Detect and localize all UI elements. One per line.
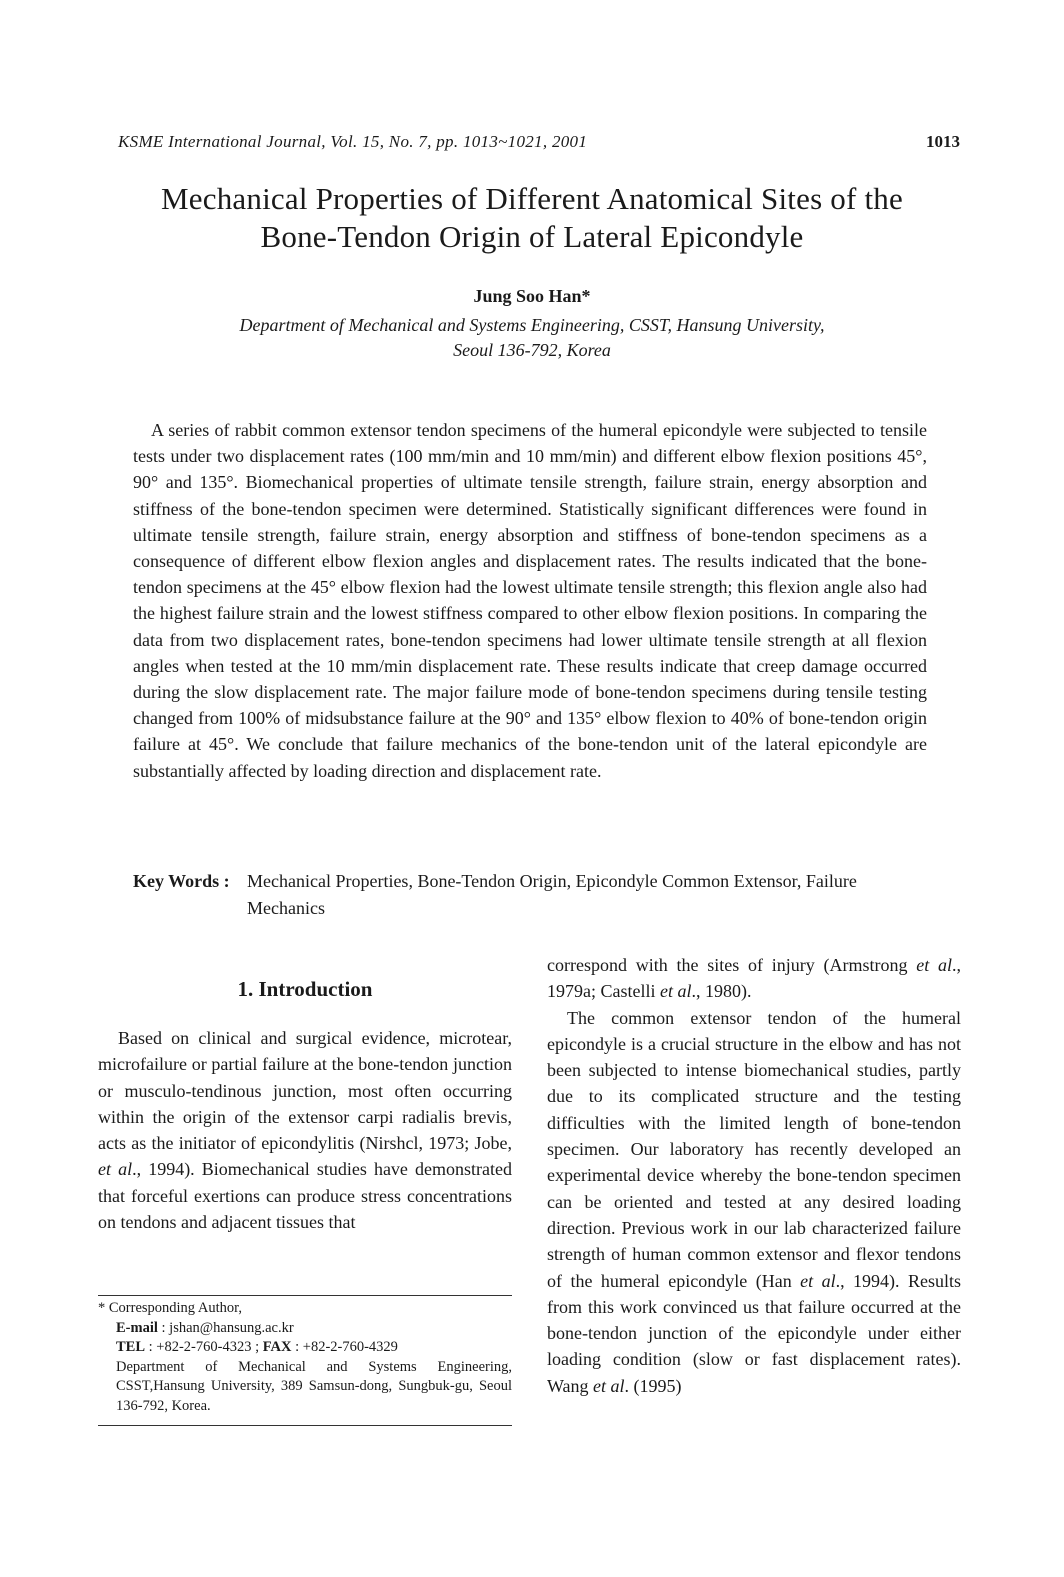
footnote-email: : jshan@hansung.ac.kr	[157, 1319, 294, 1336]
abstract-text: A series of rabbit common extensor tendon specimens of the humeral epicondyle were subjected to tensile tests under two displacement rates (100 mm/min and 10 mm/min) and different elbow flexion positions 45°, 90° and 135°. Biomechanical properties of ultimate tensile strength, failure strain, energy absorption and stiffness of the bone-tendon specimen were determined. Statistically significant differences were found in ultimate tensile strength, failure strain, energy absorption and stiffness of bone-tendon specimens as a consequence of different elbow flexion angles and displacement rates. The results indicated that the bone-tendon specimens at the 45° elbow flexion had the lowest ultimate tensile strength; this flexion angle also had the highest failure strain and the lowest stiffness compared to other elbow flexion positions. In comparing the data from two displacement rates, bone-tendon specimens had lower ultimate tensile strength at all flexion angles when tested at the 10 mm/min displacement rate. These results indicate that creep damage occurred during the slow displacement rate. The major failure mode of bone-tendon specimens during tensile testing changed from 100% of midsubstance failure at the 90° and 135° elbow flexion to 40% of bone-tendon origin failure at 45°. We conclude that failure mechanics of the bone-tendon unit of the lateral epicondyle are substantially affected by loading direction and displacement rate.	[133, 420, 927, 781]
title-line-2: Bone-Tendon Origin of Lateral Epicondyle	[260, 219, 804, 254]
intro-p2-etal: et al	[800, 1270, 836, 1291]
intro-p2-text-c: . (1995)	[624, 1375, 682, 1396]
intro-p2-etal2: et al	[593, 1375, 625, 1396]
footnote-fax-label: FAX	[262, 1339, 292, 1355]
keywords-label: Key Words :	[133, 871, 230, 891]
keywords-text: Mechanical Properties, Bone-Tendon Origin, Epicondyle Common Extensor, Failure Mechanics	[247, 871, 857, 918]
intro-p1-text-a: Based on clinical and surgical evidence, microtear, microfailure or partial failure at the bone-tendon junction or musculo-tendinous junction, most often occurring within the origin of the extensor carpi radialis brevis, acts as the initiator of epicondylitis (Nirshcl, 1973; Jobe,	[98, 1028, 512, 1154]
footnote-address: Department of Mechanical and Systems Engineering, CSST,Hansung University, 389 Samsun-dong, Sungbuk-gu, Seoul 136-792, Korea.	[116, 1358, 512, 1414]
intro-p1-etal2: et al	[916, 955, 952, 975]
left-column	[98, 975, 512, 1235]
footnote-email-label: E-mail	[116, 1319, 158, 1336]
affiliation	[100, 313, 964, 363]
keywords	[133, 868, 927, 922]
intro-p1-text-c: ., 1979a; Castelli	[547, 955, 961, 1002]
footnote-fax: : +82-2-760-4329	[291, 1339, 398, 1355]
intro-p1-text-b-left: ., 1994). Biomechanical studies have demonstrated that forceful exertions can produce stress concentrations on tendons and adjacent tissues that	[98, 1159, 512, 1233]
intro-p1-etal3: et al	[659, 981, 692, 1002]
title-line-1: Mechanical Properties of Different Anatomical Sites of the	[161, 181, 903, 216]
footnote-tel: : +82-2-760-4323 ;	[145, 1339, 263, 1355]
footnote-tel-label: TEL	[116, 1339, 146, 1355]
affiliation-line-2: Seoul 136-792, Korea	[453, 340, 611, 360]
footnote-bottom-rule	[98, 1425, 512, 1426]
affiliation-line-1: Department of Mechanical and Systems Engineering, CSST, Hansung University,	[239, 315, 825, 335]
footnote-corresponding: * Corresponding Author,	[98, 1300, 243, 1316]
intro-paragraph-1-part-1	[98, 1025, 512, 1235]
right-column	[547, 952, 961, 1399]
intro-paragraph-2	[547, 1005, 961, 1399]
abstract	[133, 417, 927, 784]
journal-citation: KSME International Journal, Vol. 15, No. 7, pp. 1013~1021, 2001	[118, 132, 588, 151]
author-name: Jung Soo Han*	[473, 286, 591, 306]
intro-p2-text-a: The common extensor tendon of the humeral epicondyle is a crucial structure in the elbow and has not been subjected to intense biomechanical studies, partly due to its complicated structure and the testing difficulties with the limited length of bone-tendon specimen. Our laboratory has recently developed an experimental device whereby the bone-tendon specimen can be oriented and tested at any desired loading direction. Previous work in our lab characterized failure strength of human common extensor and flexor tendons of the humeral epicondyle (Han	[547, 1007, 961, 1291]
intro-p1-text-d: ., 1980).	[691, 981, 752, 1002]
page-number: 1013	[926, 132, 960, 151]
paper-title	[60, 180, 1004, 256]
intro-paragraph-1-part-2: correspond with the sites of injury (Armstrong et al., 1979a; Castelli et al., 1980).	[547, 955, 961, 1002]
intro-p1-etal: et al	[98, 1159, 133, 1180]
footnote-phone-line	[98, 1338, 512, 1358]
footnote-email-line	[98, 1319, 512, 1339]
intro-p2-text-b: ., 1994). Results from this work convinced us that failure occurred at the bone-tendon junction of the epicondyle under either loading condition (slow or fast displacement rates). Wang	[547, 1270, 961, 1396]
section-heading-introduction: 1. Introduction	[237, 977, 373, 1001]
corresponding-author-footnote	[98, 1295, 512, 1416]
